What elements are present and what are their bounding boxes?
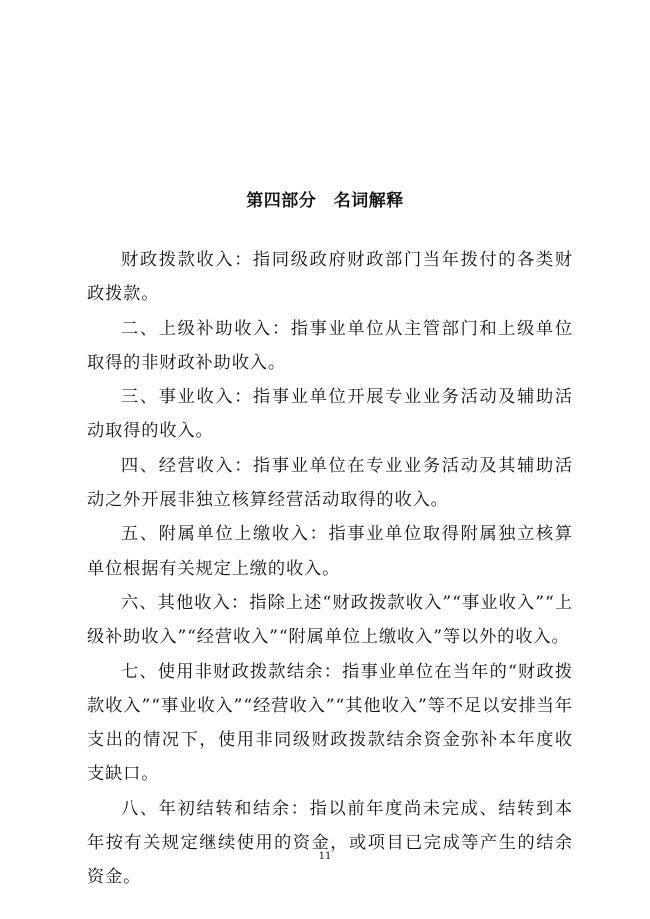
glossary-paragraph-operating-income: 四、经营收入：指事业单位在专业业务活动及其辅助活动之外开展非独立核算经营活动取得的收入。 (87, 455, 573, 511)
glossary-paragraph-carryover-and-balance: 八、年初结转和结余：指以前年度尚未完成、结转到本年按有关规定继续使用的资金，或项目已完成等产生的结余资金。 (87, 798, 573, 888)
section-title: 第四部分 名词解释 (246, 191, 404, 211)
glossary-paragraph-affiliated-unit-remittance: 五、附属单位上缴收入：指事业单位取得附属独立核算单位根据有关规定上缴的收入。 (87, 524, 573, 579)
glossary-paragraph-superior-subsidy-income: 二、上级补助收入：指事业单位从主管部门和上级单位取得的非财政补助收入。 (87, 318, 573, 373)
page-number: 11 (318, 851, 332, 862)
glossary-body (87, 243, 573, 895)
glossary-paragraph-business-income: 三、事业收入：指事业单位开展专业业务活动及辅助活动取得的收入。 (87, 387, 573, 442)
glossary-paragraph-fiscal-appropriation-income: 财政拨款收入：指同级政府财政部门当年拨付的各类财政拨款。 (87, 250, 573, 305)
glossary-paragraph-non-fiscal-balance-use: 七、使用非财政拨款结余：指事业单位在当年的“财政拨款收入”“事业收入”“经营收入”“其他收入”等不足以安排当年支出的情况下，使用非同级财政拨款结余资金弥补本年度收支缺口。 (87, 661, 573, 785)
glossary-paragraph-other-income: 六、其他收入：指除上述“财政拨款收入”“事业收入”“上级补助收入”“经营收入”“附属单位上缴收入”等以外的收入。 (87, 592, 573, 648)
